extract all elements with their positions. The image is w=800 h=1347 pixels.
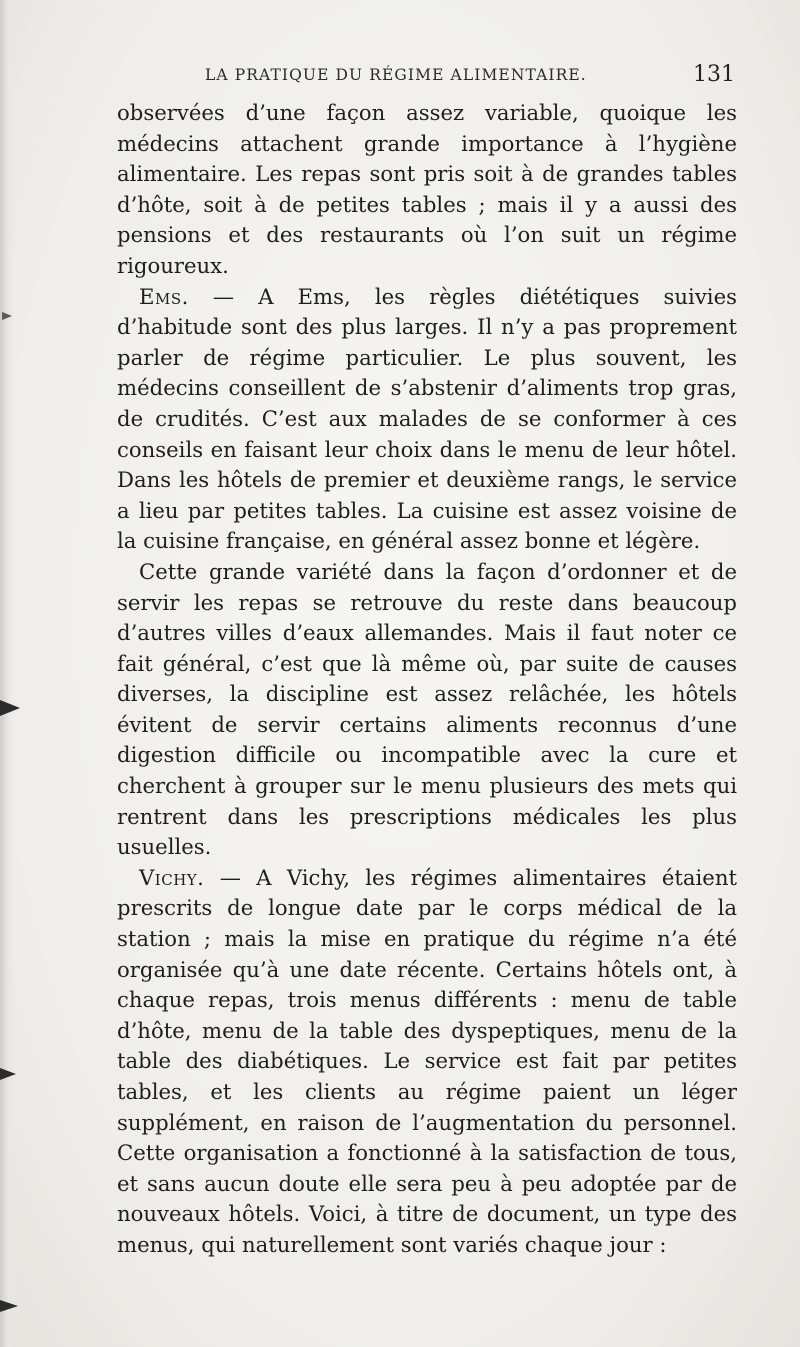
- page-header: [205, 62, 735, 94]
- paragraph-1: observées d’une façon assez variable, quoique les médecins attachent grande importance à l’hygiène alimentaire. Les repas sont pris soit à de grandes tables d’hôte, soit à de petites tables ; mais il y a aussi des pensions et des restaurants où l’on suit un régime rigoureux.: [117, 100, 737, 278]
- paragraph-3: Cette grande variété dans la façon d’ordonner et de servir les repas se retrouve du reste dans beaucoup d’autres villes d’eaux allemandes. Mais il faut noter ce fait général, c’est que là même où, par suite de causes diverses, la discipline est assez relâchée, les hôtels évitent de servir certains aliments reconnus d’une digestion difficile ou incompatible avec la cure et cherchent à grouper sur le menu plusieurs des mets qui rentrent dans les prescriptions médicales les plus usuelles.: [117, 558, 737, 860]
- page-number: 131: [693, 62, 735, 87]
- running-title: LA PRATIQUE DU RÉGIME ALIMENTAIRE.: [205, 66, 587, 84]
- margin-mark: [0, 1300, 18, 1312]
- section-lead-vichy: Vichy.: [139, 864, 205, 890]
- margin-mark: [0, 1068, 16, 1080]
- page-gutter-shadow: [0, 0, 14, 1347]
- body-text: [117, 98, 737, 1261]
- paragraph-vichy-text: — A Vichy, les régimes alimentaires étaient prescrits de longue date par le corps médical de la station ; mais la mise en pratique du régime n’a été organisée qu’à une date récente. Certains hôtels ont, à chaque repas, trois menus différents : menu de table d’hôte, menu de la table des dyspeptiques, menu de la table des diabétiques. Le service est fait par petites tables, et les clients au régime paient un léger supplément, en raison de l’augmentation du personnel. Cette organisation a fonctionné à la satisfaction de tous, et sans aucun doute elle sera peu à peu adoptée par de nouveaux hôtels. Voici, à titre de document, un type des menus, qui naturellement sont variés chaque jour :: [117, 864, 737, 1257]
- paragraph-ems-text: — A Ems, les règles diététiques suivies d’habitude sont des plus larges. Il n’y a pas proprement parler de régime particulier. Le plus souvent, les médecins conseillent de s’abstenir d’aliments trop gras, de crudités. C’est aux malades de se conformer à ces conseils en faisant leur choix dans le menu de leur hôtel. Dans les hôtels de premier et deuxième rangs, le service a lieu par petites tables. La cuisine est assez voisine de la cuisine française, en général assez bonne et légère.: [117, 283, 737, 554]
- paragraph-ems: [117, 282, 737, 557]
- margin-mark: [0, 700, 20, 716]
- section-lead-ems: Ems.: [139, 283, 189, 309]
- paragraph-vichy: [117, 863, 737, 1261]
- margin-mark: [2, 312, 12, 320]
